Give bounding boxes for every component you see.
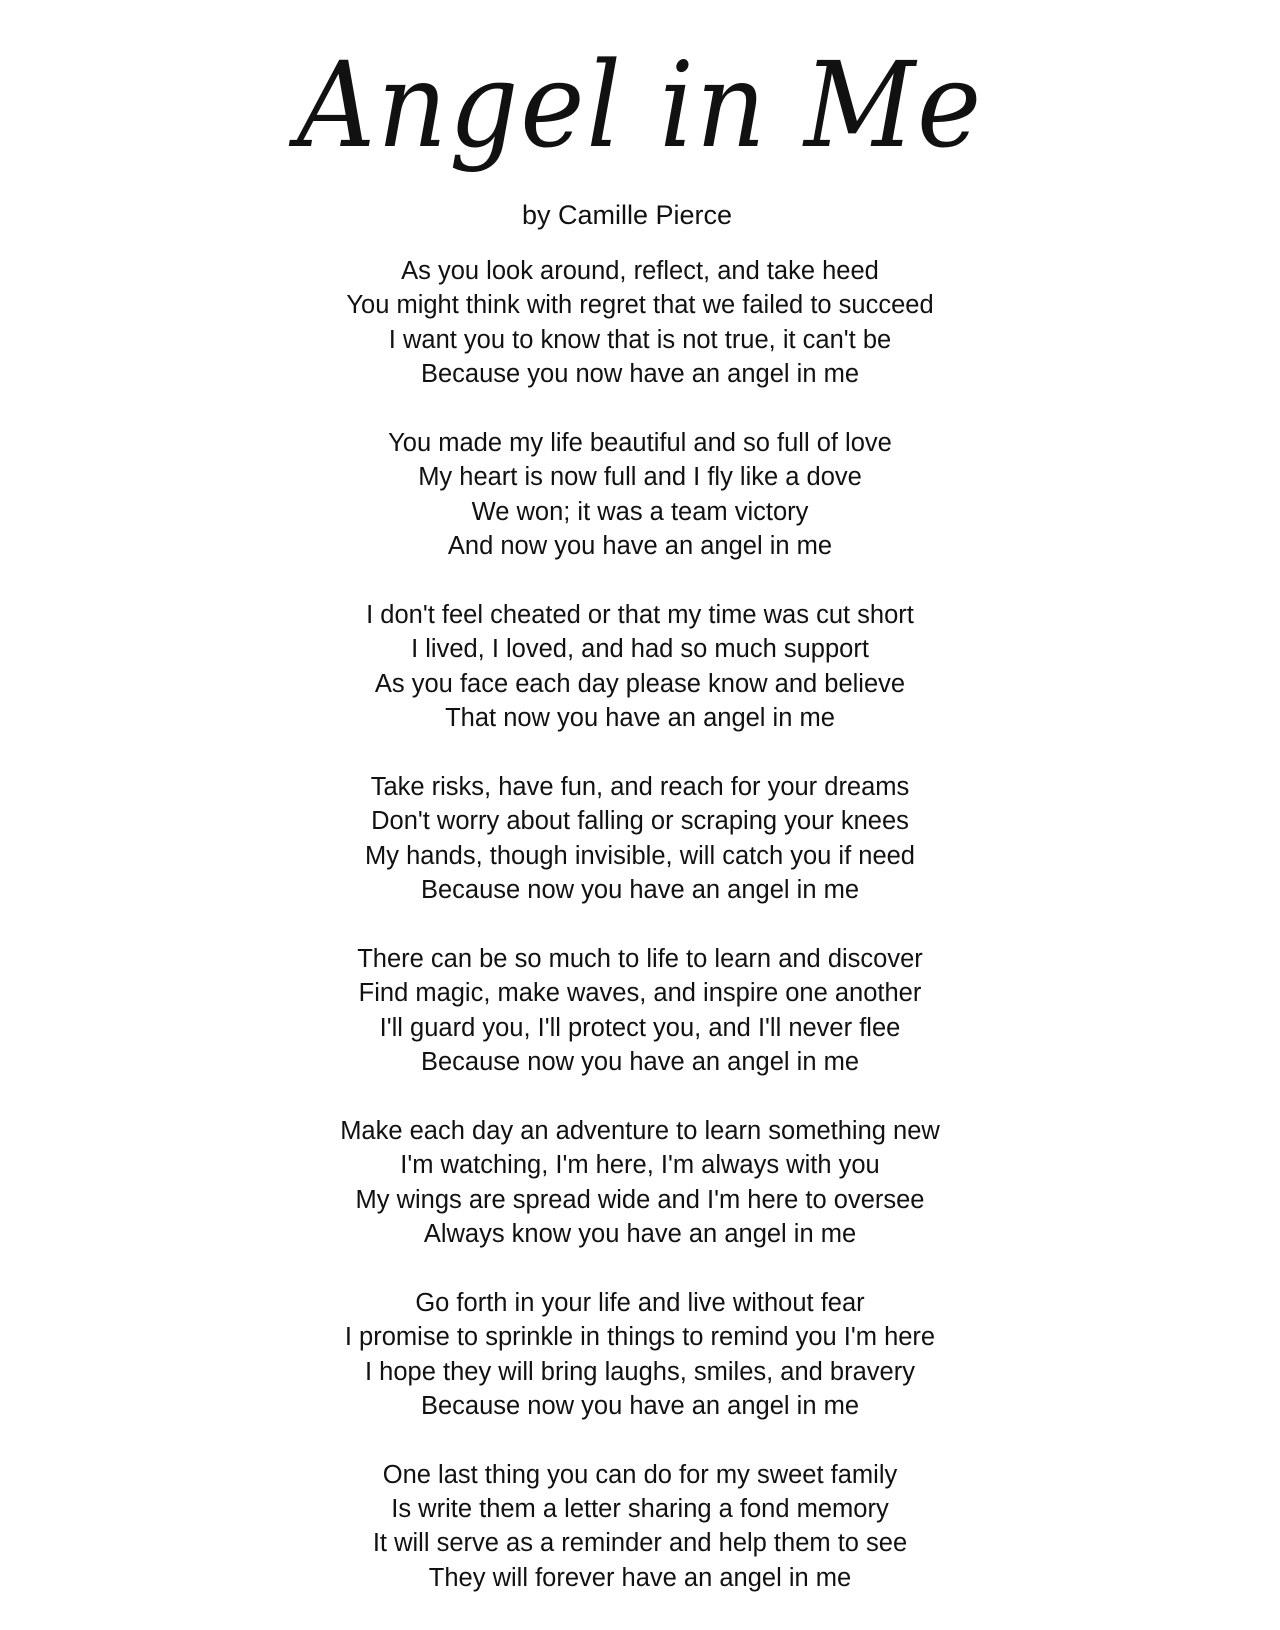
poem-line: Because now you have an angel in me (420, 876, 860, 905)
stanza (0, 254, 1280, 392)
poem-line: My wings are spread wide and I'm here to oversee (355, 1185, 925, 1214)
poem-line: Because now you have an angel in me (420, 1391, 860, 1420)
poem-line: As you look around, reflect, and take heed (401, 257, 879, 285)
poem-line: I'm watching, I'm here, I'm always with you (400, 1151, 880, 1180)
poem-line: It will serve as a reminder and help them to see (372, 1529, 908, 1558)
poem-line: I'll guard you, I'll protect you, and I'll never flee (379, 1013, 901, 1042)
stanza (0, 770, 1280, 908)
poem-line: Is write them a letter sharing a fond memory (391, 1495, 889, 1524)
poem-title: Angel in Me (296, 36, 984, 174)
poem-line: I promise to sprinkle in things to remind you I'm here (344, 1323, 936, 1352)
poem-line: I lived, I loved, and had so much support (411, 635, 869, 664)
poem-line: As you face each day please know and believe (374, 669, 906, 698)
poem-line: Don't worry about falling or scraping your knees (371, 807, 909, 836)
poem-body (0, 254, 1280, 1630)
poem-line: We won; it was a team victory (471, 497, 809, 526)
poem-line: I don't feel cheated or that my time was cut short (366, 600, 914, 629)
poem-line: Because now you have an angel in me (420, 1047, 860, 1076)
poem-line: My hands, though invisible, will catch you if need (365, 841, 915, 870)
stanza (0, 1286, 1280, 1424)
stanza (0, 598, 1280, 736)
poem-line: They will forever have an angel in me (428, 1563, 852, 1592)
stanza (0, 942, 1280, 1080)
poem-line: Find magic, make waves, and inspire one another (358, 979, 922, 1008)
stanza (0, 1114, 1280, 1252)
poem-line: Because you now have an angel in me (420, 360, 860, 389)
poem-line: There can be so much to life to learn and discover (357, 944, 923, 973)
poem-line: You might think with regret that we failed to succeed (346, 291, 934, 320)
poem-line: I hope they will bring laughs, smiles, and bravery (365, 1357, 915, 1386)
poem-line: I want you to know that is not true, it can't be (388, 325, 892, 354)
poem-line: And now you have an angel in me (447, 532, 833, 561)
stanza (0, 426, 1280, 564)
poem-line: Take risks, have fun, and reach for your dreams (370, 772, 910, 801)
stanza (0, 1458, 1280, 1596)
poem-line: Always know you have an angel in me (423, 1219, 857, 1248)
poem-line: Make each day an adventure to learn something new (340, 1116, 940, 1145)
poem-line: You made my life beautiful and so full of love (388, 428, 892, 457)
poem-line: That now you have an angel in me (445, 704, 835, 733)
poem-line: One last thing you can do for my sweet family (382, 1460, 898, 1489)
poem-line: Go forth in your life and live without fear (415, 1288, 865, 1317)
poem-byline: by Camille Pierce (522, 200, 733, 230)
poem-line: My heart is now full and I fly like a dove (418, 463, 862, 492)
